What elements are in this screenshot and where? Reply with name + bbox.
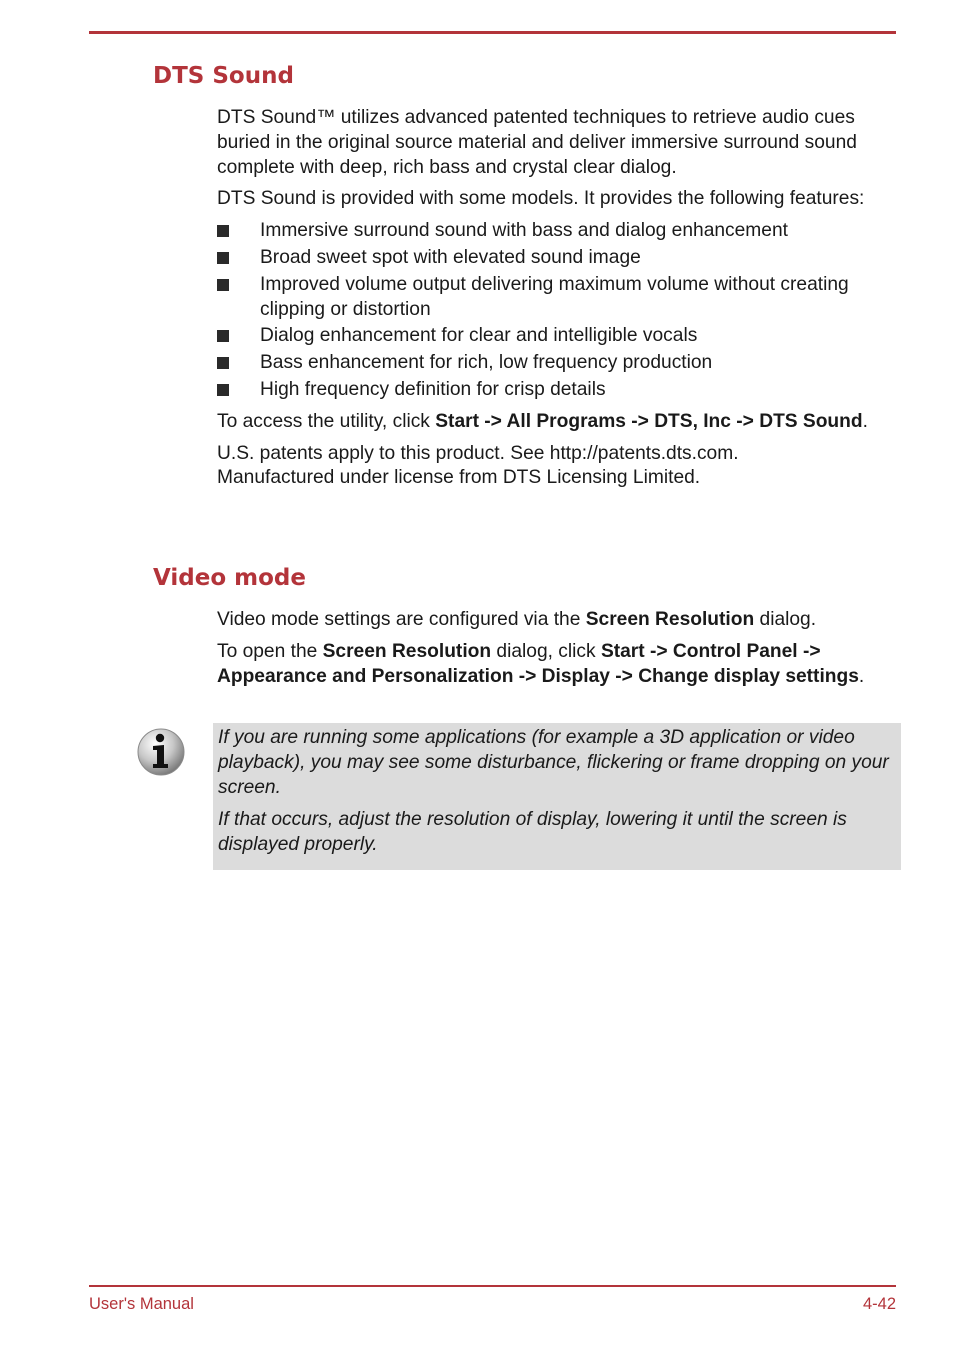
section-heading-dts-sound: DTS Sound [153, 63, 294, 89]
note-paragraph: If that occurs, adjust the resolution of display, lowering it until the screen is displayed properly. [218, 809, 847, 856]
footer-page-number: 4-42 [862, 1295, 896, 1313]
bullet-square-icon [217, 384, 229, 396]
footer-manual-title: User's Manual [89, 1295, 194, 1313]
dts-sound-body [217, 106, 899, 498]
list-item: Broad sweet spot with elevated sound image [217, 246, 899, 271]
bottom-rule [89, 1285, 896, 1287]
dts-menu-path: Start -> All Programs -> DTS, Inc -> DTS Sound [435, 410, 863, 432]
bullet-square-icon [217, 252, 229, 264]
bullet-square-icon [217, 225, 229, 237]
video-mode-body [217, 608, 899, 696]
list-item: Immersive surround sound with bass and dialog enhancement [217, 219, 899, 244]
top-rule [89, 31, 896, 34]
dts-models-paragraph: DTS Sound is provided with some models. It provides the following features: [217, 188, 865, 210]
dts-access-paragraph: To access the utility, click Start -> All Programs -> DTS, Inc -> DTS Sound. [217, 410, 868, 432]
note-paragraph: If you are running some applications (for example a 3D application or video playback), you may see some disturbance, flickering or frame dropping on your screen. [218, 727, 889, 798]
list-item: Dialog enhancement for clear and intelligible vocals [217, 324, 899, 349]
note-box [213, 723, 901, 870]
video-open-paragraph: To open the Screen Resolution dialog, click Start -> Control Panel -> Appearance and Personalization -> Display -> Change display settings. [217, 640, 865, 687]
list-item: Bass enhancement for rich, low frequency production [217, 351, 899, 376]
note-text [218, 726, 896, 866]
bullet-square-icon [217, 279, 229, 291]
info-icon [136, 727, 186, 777]
bullet-square-icon [217, 330, 229, 342]
video-menu-path: Start -> Control Panel -> Appearance and Personalization -> Display -> Change display settings [217, 640, 859, 687]
dts-intro-paragraph: DTS Sound™ utilizes advanced patented techniques to retrieve audio cues buried in the original source material and deliver immersive surround sound complete with deep, rich bass and crystal clear dialog. [217, 107, 857, 178]
list-item: High frequency definition for crisp details [217, 378, 899, 403]
list-item: Improved volume output delivering maximum volume without creating clipping or distortion [217, 273, 899, 323]
dts-features-list [217, 219, 899, 403]
bullet-square-icon [217, 357, 229, 369]
section-heading-video-mode: Video mode [153, 565, 306, 591]
video-settings-paragraph: Video mode settings are configured via the Screen Resolution dialog. [217, 609, 817, 630]
dts-patents-paragraph: U.S. patents apply to this product. See http://patents.dts.com. Manufactured under license from DTS Licensing Limited. [217, 442, 739, 489]
